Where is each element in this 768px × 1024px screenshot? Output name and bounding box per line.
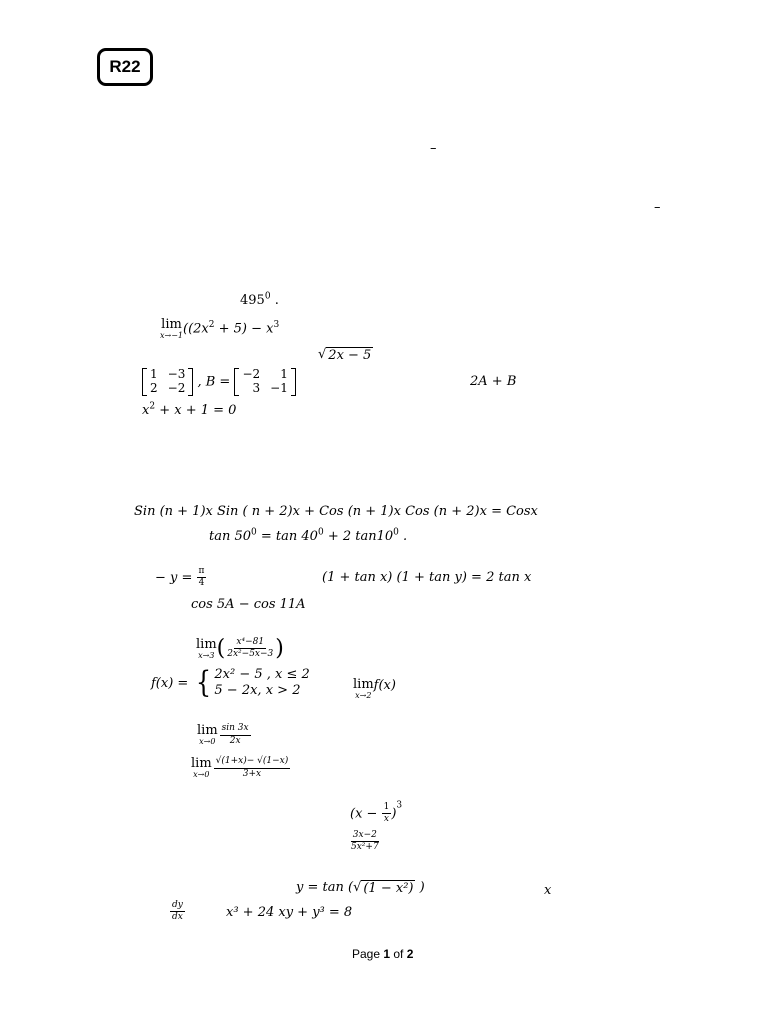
stray-dash-2: – — [654, 200, 661, 215]
trig-identity-2: $\tan 50^0 = \tan 40^0 + 2$ $\tan 10^0$ . — [209, 527, 408, 544]
matrix-a: 1 −3 2 −2 — [142, 368, 193, 396]
limit-expression-3: lim x→0 $\frac{\sin 3x}{2x}$ — [197, 723, 249, 746]
question-paper-code-badge — [97, 48, 153, 86]
cosine-difference-expression: cos 5A − cos 11A — [191, 597, 306, 612]
stray-dash-1: – — [430, 141, 437, 156]
limit-expression-1: lim x→−1 ($(2x^2 + 5) - x^3$ — [160, 317, 280, 340]
limit-expression-2: lim x→3 ( $\frac{\text{x⁴−81}}{\text{2x²−5x−3}}$ ) — [196, 636, 284, 661]
tangent-function: y = tan ( √ (1 − x²) ) — [296, 880, 425, 896]
limit-operator: lim x→−1 — [160, 317, 184, 340]
limit-expression-4: lim x→0 $\frac{√(1+x)- √(1-x)}{3+x}$ — [191, 756, 289, 779]
variable-x: x — [544, 883, 552, 898]
piecewise-limit: lim x→2 f(x) — [353, 677, 396, 700]
rational-function: $\frac{3x-2}{\text{5x²+7}}$ — [351, 830, 379, 853]
matrix-b: −2 1 3 −1 — [234, 368, 295, 396]
paper-code: R22 — [109, 57, 141, 76]
tangent-product-identity: (1 + tan x) (1 + tan y) = 2 tan x — [322, 570, 532, 585]
square-root-expression: √ 2x − 5 — [318, 347, 372, 363]
matrix-sum-expression: 2A + B — [470, 374, 517, 389]
derivative-notation: $\frac{dy}{dx}$ — [172, 900, 183, 923]
limit-fraction: $\frac{\text{x⁴−81}}{\text{2x²−5x−3}}$ — [227, 636, 274, 659]
pi-over-four-fraction: $\frac{\pi}{4}$ — [198, 566, 205, 589]
implicit-equation: x³ + 24 xy + y³ = 8 — [226, 905, 353, 920]
angle-expression: $495^0$ . — [240, 291, 279, 308]
page-number: Page 1 of 2 — [352, 947, 414, 961]
angle-difference-condition: − y = $\frac{\pi}{4}$ — [155, 566, 205, 589]
quadratic-equation: $x^2 + x + 1 = 0$ — [142, 401, 237, 418]
matrix-definition: 1 −3 2 −2 , B = −2 1 3 −1 — [142, 368, 296, 396]
piecewise-function: f(x) = { 2x² − 5 , x ≤ 2 5 − 2x, x > 2 — [151, 665, 310, 701]
binomial-expression: (x − $\frac{1}{x}$ )$^3$ — [350, 800, 403, 825]
trig-identity-1: Sin (n + 1)x Sin ( n + 2)x + Cos (n + 1)x Cos (n + 2)x = Cosx — [134, 504, 538, 519]
